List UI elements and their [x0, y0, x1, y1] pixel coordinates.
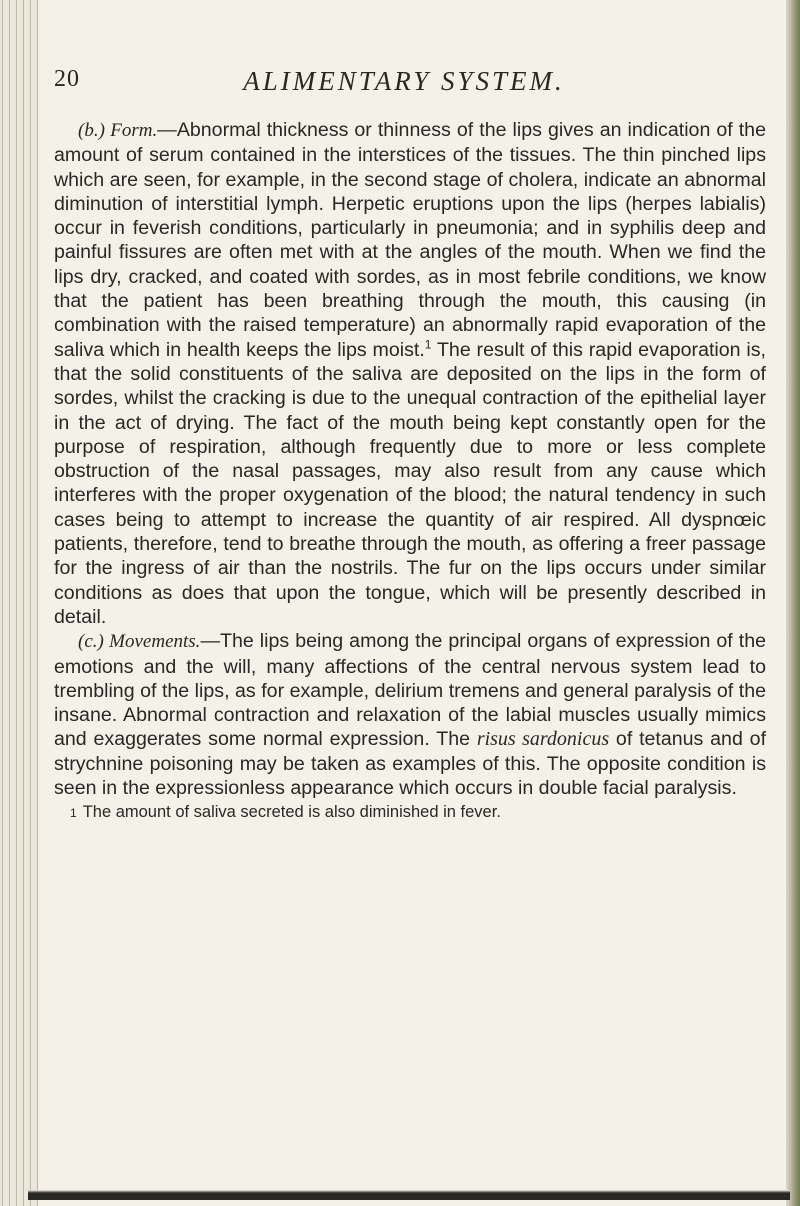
- page-edge-right: [786, 0, 800, 1206]
- section-label-form: (b.) Form.: [78, 120, 158, 141]
- latin-term: risus sardonicus: [476, 728, 610, 751]
- paragraph-movements-text-1: —The lips being among the principal organs of expression of the emotions and the will, many affections of the central nervous system lead to trembling of the lips, as for example, delirium tremens and general paralysis of the insane. Abnormal contraction and relaxation of the labial muscles usually mimics and exaggerates some normal expression. The: [54, 630, 766, 751]
- footnote-text: The amount of saliva secreted is also diminished in fever.: [82, 803, 501, 822]
- footnote-reference: 1: [424, 337, 432, 352]
- footnote: [54, 802, 766, 823]
- paragraph-movements-text-2: of tetanus and of strychnine poisoning may be taken as examples of this. The opposite condition is seen in the expressionless appearance which occurs in double facial paralysis.: [54, 728, 767, 800]
- page-number: 20: [54, 66, 80, 92]
- paragraph-form-text-2: The result of this rapid evaporation is, that the solid constituents of the saliva are deposited on the lips in the form of sordes, whilst the cracking is due to the unequal contraction of the epithelial layer in the act of drying. The fact of the mouth being kept constantly open for the purpose of respiration, although frequently due to more or less complete obstruction of the nasal passages, may also result from any cause which interferes with the proper oxygenation of the blood; the natural tendency in such cases being to attempt to increase the quantity of air respired. All dyspnœic patients, therefore, tend to breathe through the mouth, as offering a freer passage for the ingress of air than the nostrils. The fur on the lips occurs under similar conditions as does that upon the tongue, which will be presently described in detail.: [54, 338, 766, 628]
- running-head: [54, 66, 754, 106]
- paragraph-movements: [54, 629, 766, 800]
- page-binding-left: [0, 0, 38, 1206]
- section-label-movements: (c.) Movements.: [78, 631, 201, 653]
- chapter-title: ALIMENTARY SYSTEM.: [243, 66, 565, 96]
- page-bottom-edge: [28, 1190, 790, 1200]
- body-text: [54, 118, 766, 823]
- paragraph-form: [54, 118, 766, 629]
- footnote-number: 1: [70, 806, 77, 821]
- paragraph-form-text-1: —Abnormal thickness or thinness of the lips gives an indication of the amount of serum contained in the interstices of the tissues. The thin pinched lips which are seen, for example, in the second stage of cholera, indicate an abnormal diminution of interstitial lymph. Herpetic eruptions upon the lips (herpes labialis) occur in feverish conditions, particularly in pneumonia; and in syphilis deep and painful fissures are often met with at the angles of the mouth. When we find the lips dry, cracked, and coated with sordes, as in most febrile conditions, we know that the patient has been breathing through the mouth, this causing (in combination with the raised temperature) an abnormally rapid evaporation of the saliva which in health keeps the lips moist.: [54, 119, 766, 361]
